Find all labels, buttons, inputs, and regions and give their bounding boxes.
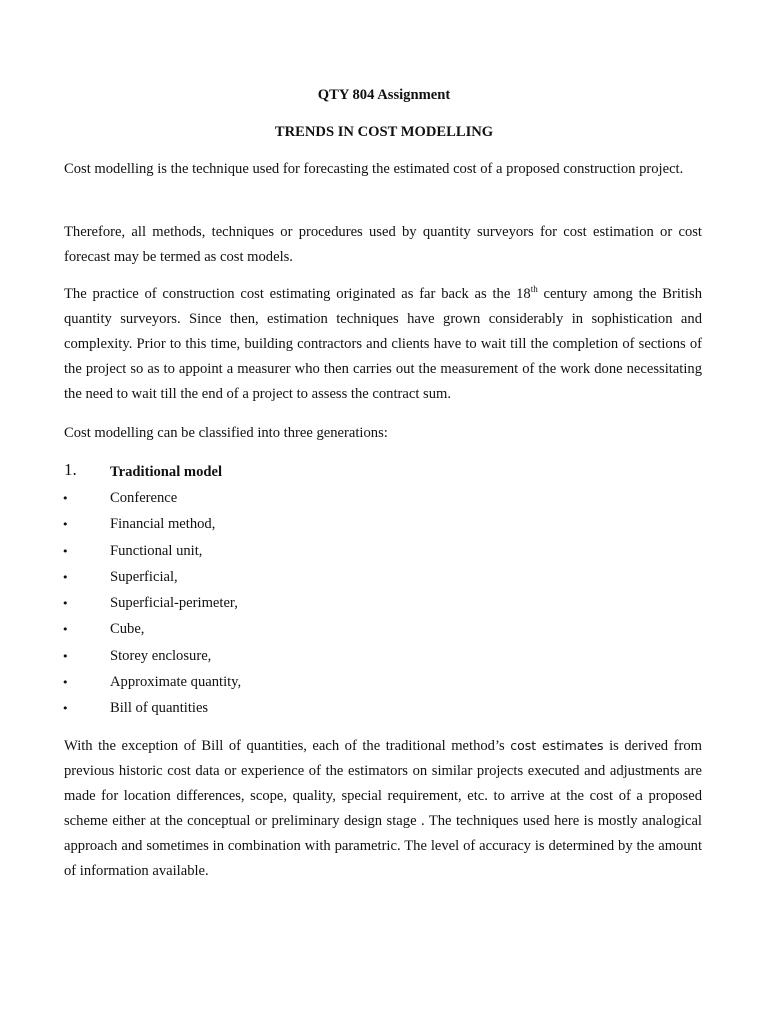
bullet-icon: •	[62, 702, 69, 715]
list-item: Approximate quantity,	[110, 674, 242, 690]
bullet-icon: •	[62, 597, 69, 610]
history-text-start: The practice of construction cost estimating originated as far back as the 18	[64, 286, 531, 302]
paragraph-history	[64, 282, 702, 407]
list-item: Financial method,	[110, 516, 216, 532]
list-item: Conference	[110, 490, 178, 506]
bullet-icon: •	[62, 571, 69, 584]
course-title: QTY 804 Assignment	[317, 87, 451, 103]
list-item: Bill of quantities	[110, 700, 209, 716]
list-item: Superficial-perimeter,	[110, 595, 238, 611]
bullet-icon: •	[62, 518, 69, 531]
paragraph-definition: Cost modelling is the technique used for forecasting the estimated cost of a proposed construction project.	[64, 161, 684, 177]
paragraph-generations: Cost modelling can be classified into three generations:	[64, 425, 388, 441]
paragraph-traditional-methods	[64, 733, 702, 884]
list-number: 1.	[64, 460, 77, 479]
traditional-text-start: With the exception of Bill of quantities, each of the traditional method’s	[64, 738, 511, 754]
cost-estimates-phrase: cost estimates	[510, 738, 604, 753]
history-text-end: century among the British quantity surveyors. Since then, estimation techniques have grown considerably in sophistication and complexity. Prior to this time, building contractors and clients have to wait till the completion of sections of the project so as to appoint a measurer who then carries out the measurement of the work done necessitating the need to wait till the end of a project to assess the contract sum.	[64, 286, 702, 402]
bullet-icon: •	[62, 545, 69, 558]
bullet-icon: •	[62, 623, 69, 636]
traditional-text-end: is derived from previous historic cost data or experience of the estimators on similar projects executed and adjustments are made for location differences, scope, quality, special requirement, etc. to arrive at the cost of a proposed scheme either at the conceptual or preliminary design stage . The techniques used here is mostly analogical approach and sometimes in combination with parametric. The level of accuracy is determined by the amount of information available.	[64, 738, 702, 879]
bullet-icon: •	[62, 492, 69, 505]
list-item: Functional unit,	[110, 543, 203, 559]
list-item: Cube,	[110, 621, 145, 637]
list-heading: Traditional model	[110, 464, 223, 480]
document-title: TRENDS IN COST MODELLING	[274, 124, 494, 140]
paragraph-cost-models: Therefore, all methods, techniques or procedures used by quantity surveyors for cost estimation or cost forecast may be termed as cost models.	[64, 224, 702, 265]
list-item: Storey enclosure,	[110, 648, 212, 664]
ordinal-suffix: th	[530, 284, 538, 295]
list-item: Superficial,	[110, 569, 178, 585]
bullet-icon: •	[62, 650, 69, 663]
bullet-icon: •	[62, 676, 69, 689]
